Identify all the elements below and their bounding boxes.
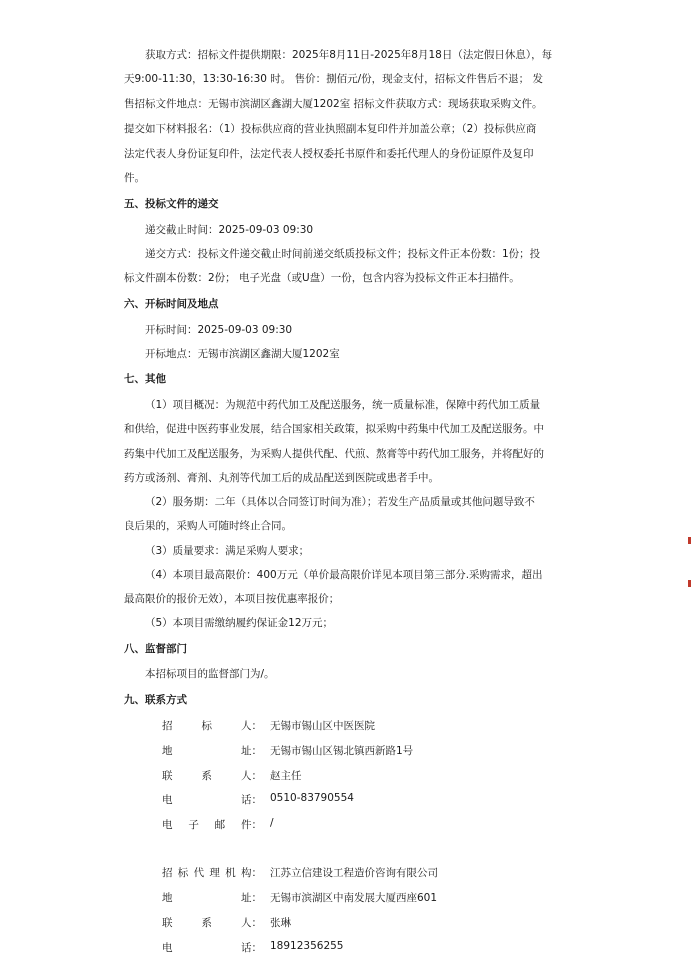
quality-requirement: （3）质量要求：满足采购人要求； xyxy=(145,545,310,557)
overview-line-3: 药集中代加工及配送服务，为采购人提供代配、代煎、熬膏等中药代加工服务，并将配好的 xyxy=(124,448,544,460)
acquisition-line-1: 获取方式：招标文件提供期限：2025年8月11日-2025年8月18日（法定假日休息），每 xyxy=(145,49,553,61)
service-period-line-2: 良后果的，采购人可随时终止合同。 xyxy=(124,520,292,532)
submission-method-line-1: 递交方式：投标文件递交截止时间前递交纸质投标文件；投标文件正本份数：1份；投 xyxy=(145,248,541,260)
section-8-heading: 八、监督部门 xyxy=(124,643,187,655)
acquisition-line-4: 提交如下材料报名：（1）投标供应商的营业执照副本复印件并加盖公章；（2）投标供应商 xyxy=(124,123,537,135)
contact-label-agency: 招 标 代 理 机 构： xyxy=(162,867,262,879)
section-9-heading: 九、联系方式 xyxy=(124,694,187,706)
contact-label-email: 电 子 邮 件： xyxy=(162,819,262,831)
agency-value-address: 无锡市滨湖区中南发展大厦西座601 xyxy=(270,892,438,904)
contact-value-email: / xyxy=(270,817,274,829)
contact-label-tenderer: 招 标 人： xyxy=(162,720,262,732)
section-6-heading: 六、开标时间及地点 xyxy=(124,298,219,310)
agency-label-phone: 电 话： xyxy=(162,942,262,954)
agency-label-person: 联 系 人： xyxy=(162,917,262,929)
overview-line-4: 药方或汤剂、膏剂、丸剂等代加工后的成品配送到医院或患者手中。 xyxy=(124,472,439,484)
submission-deadline: 递交截止时间：2025-09-03 09:30 xyxy=(145,224,314,236)
bid-opening-place: 开标地点：无锡市滨湖区鑫湖大厦1202室 xyxy=(145,348,340,360)
overview-line-1: （1）项目概况：为规范中药代加工及配送服务，统一质量标准，保障中药代加工质量 xyxy=(145,399,541,411)
acquisition-line-2: 天9:00-11:30，13:30-16:30 时。 售价：捌佰元/份，现金支付，招标文件售后不退； 发 xyxy=(124,73,543,85)
supervision-text: 本招标项目的监督部门为/。 xyxy=(145,668,275,680)
overview-line-2: 和供给，促进中医药事业发展，结合国家相关政策，拟采购中药集中代加工及配送服务。中 xyxy=(124,423,544,435)
contact-value-tenderer: 无锡市锡山区中医医院 xyxy=(270,720,375,732)
contact-label-address: 地 址： xyxy=(162,745,262,757)
contact-label-person: 联 系 人： xyxy=(162,770,262,782)
agency-value-person: 张琳 xyxy=(270,917,291,929)
contact-value-person: 赵主任 xyxy=(270,770,302,782)
section-5-heading: 五、投标文件的递交 xyxy=(124,198,219,210)
service-period-line-1: （2）服务期：二年（具体以合同签订时间为准）；若发生产品质量或其他问题导致不 xyxy=(145,496,535,508)
submission-method-line-2: 标文件副本份数：2份； 电子光盘（或U盘）一份，包含内容为投标文件正本扫描件。 xyxy=(124,272,520,284)
agency-value-phone: 18912356255 xyxy=(270,940,344,952)
contact-value-address: 无锡市锡山区锡北镇西新路1号 xyxy=(270,745,414,757)
contact-label-phone: 电 话： xyxy=(162,794,262,806)
max-price-line-1: （4）本项目最高限价：400万元（单价最高限价详见本项目第三部分.采购需求，超出 xyxy=(145,569,543,581)
section-7-heading: 七、其他 xyxy=(124,373,166,385)
performance-bond: （5）本项目需缴纳履约保证金12万元； xyxy=(145,617,334,629)
acquisition-line-6: 件。 xyxy=(124,172,145,184)
agency-label-address: 地 址： xyxy=(162,892,262,904)
acquisition-line-3: 售招标文件地点：无锡市滨湖区鑫湖大厦1202室 招标文件获取方式：现场获取采购文件。 xyxy=(124,98,543,110)
contact-value-agency: 江苏立信建设工程造价咨询有限公司 xyxy=(270,867,438,879)
contact-value-phone: 0510-83790554 xyxy=(270,792,354,804)
max-price-line-2: 最高限价的报价无效），本项目按优惠率报价； xyxy=(124,593,340,605)
acquisition-line-5: 法定代表人身份证复印件，法定代表人授权委托书原件和委托代理人的身份证原件及复印 xyxy=(124,148,534,160)
bid-opening-time: 开标时间：2025-09-03 09:30 xyxy=(145,324,293,336)
